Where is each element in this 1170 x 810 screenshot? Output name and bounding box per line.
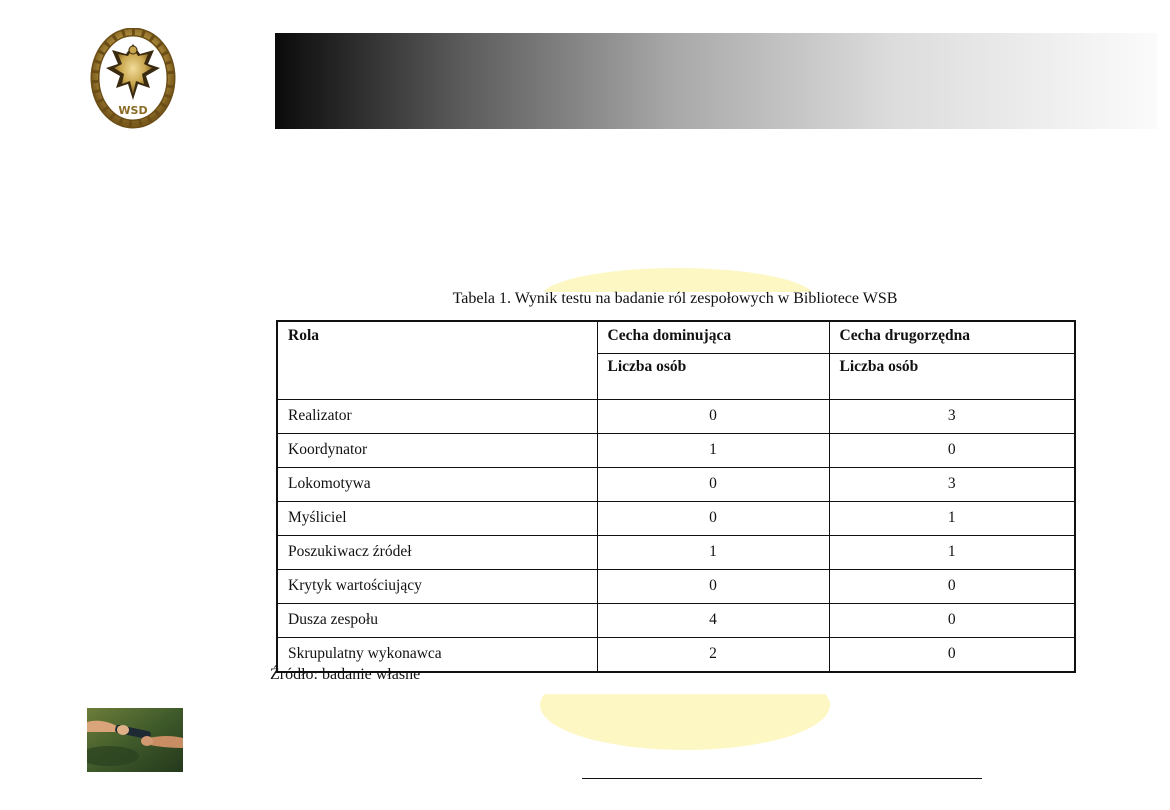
cell-dominant: 0 xyxy=(597,501,829,535)
footer-divider xyxy=(582,778,982,779)
cell-dominant: 0 xyxy=(597,467,829,501)
header-dominant-count: Liczba osób xyxy=(597,353,829,399)
cell-dominant: 2 xyxy=(597,637,829,672)
cell-secondary: 1 xyxy=(829,501,1075,535)
header-secondary-count: Liczba osób xyxy=(829,353,1075,399)
cell-dominant: 4 xyxy=(597,603,829,637)
cell-role: Realizator xyxy=(277,399,597,433)
cell-dominant: 1 xyxy=(597,433,829,467)
table-row xyxy=(277,467,1075,501)
cell-role: Poszukiwacz źródeł xyxy=(277,535,597,569)
cell-role: Krytyk wartościujący xyxy=(277,569,597,603)
monogram-text: WSD xyxy=(118,104,148,117)
results-table xyxy=(276,320,1076,673)
cell-role: Koordynator xyxy=(277,433,597,467)
cell-role: Dusza zespołu xyxy=(277,603,597,637)
cell-role: Lokomotywa xyxy=(277,467,597,501)
table-row xyxy=(277,433,1075,467)
header-dominant: Cecha dominująca xyxy=(597,321,829,353)
cell-dominant: 0 xyxy=(597,569,829,603)
cell-secondary: 0 xyxy=(829,603,1075,637)
table-caption: Tabela 1. Wynik testu na badanie ról zespołowych w Bibliotece WSB xyxy=(452,290,898,307)
table-row xyxy=(277,399,1075,433)
cell-secondary: 1 xyxy=(829,535,1075,569)
table-row xyxy=(277,535,1075,569)
table-row xyxy=(277,569,1075,603)
cell-secondary: 0 xyxy=(829,569,1075,603)
table-row xyxy=(277,501,1075,535)
table-row xyxy=(277,603,1075,637)
cell-dominant: 1 xyxy=(597,535,829,569)
cell-role: Myśliciel xyxy=(277,501,597,535)
table-header-row xyxy=(277,321,1075,353)
cell-secondary: 0 xyxy=(829,637,1075,672)
cell-secondary: 3 xyxy=(829,399,1075,433)
table-source-note: Źródło: badanie własne xyxy=(270,666,421,683)
relay-baton-handoff-photo xyxy=(87,708,183,772)
cell-secondary: 0 xyxy=(829,433,1075,467)
cell-secondary: 3 xyxy=(829,467,1075,501)
cell-role: Skrupulatny wykonawca xyxy=(277,637,597,672)
header-banner xyxy=(275,33,1157,129)
watermark-arc-bottom xyxy=(540,660,830,750)
cell-dominant: 0 xyxy=(597,399,829,433)
header-role: Rola xyxy=(277,321,597,399)
header-secondary: Cecha drugorzędna xyxy=(829,321,1075,353)
eagle-emblem-icon xyxy=(88,28,178,132)
